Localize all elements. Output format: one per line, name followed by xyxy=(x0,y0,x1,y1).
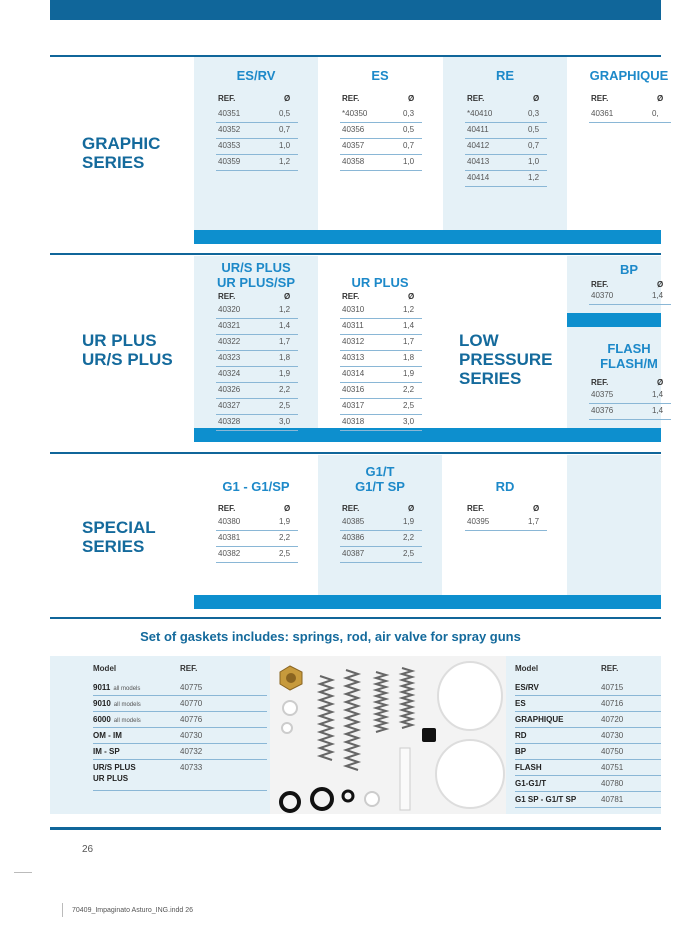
gasket-row xyxy=(93,696,267,712)
ref-header: REF. xyxy=(342,504,360,513)
ref-cell: 40361 xyxy=(591,109,614,118)
black-oring-icon xyxy=(343,791,353,801)
gasket-row xyxy=(515,792,661,808)
white-ring-icon xyxy=(282,723,292,733)
table-row xyxy=(340,515,422,531)
diameter-cell: 1,8 xyxy=(279,353,291,362)
table-row xyxy=(216,335,298,351)
gasket-row xyxy=(93,728,267,744)
gasket-parts-illustration xyxy=(270,656,506,814)
table-header xyxy=(589,376,671,388)
table-row xyxy=(340,303,422,319)
diameter-cell: 2,5 xyxy=(403,401,415,410)
model-cell: UR/S PLUS xyxy=(93,763,136,772)
model-suffix: all models xyxy=(113,686,141,692)
table-row xyxy=(465,139,547,155)
table-row xyxy=(340,367,422,383)
table-row xyxy=(465,107,547,123)
diameter-cell: 1,0 xyxy=(528,157,540,166)
diameter-cell: 2,2 xyxy=(403,533,415,542)
table-row xyxy=(216,367,298,383)
gasket-table-header xyxy=(93,661,267,676)
column-title-line: FLASH/M xyxy=(600,356,658,371)
file-slug: 70409_Impaginato Asturo_ING.indd 26 xyxy=(72,907,194,914)
ref-cell: 40316 xyxy=(342,385,365,394)
diameter-header: Ø xyxy=(408,504,415,513)
ref-cell: 40357 xyxy=(342,141,365,150)
band-bar xyxy=(567,313,661,327)
model-header: Model xyxy=(93,664,117,673)
model-cell: G1-G1/T xyxy=(515,779,547,788)
ref-cell: 40326 xyxy=(218,385,241,394)
table-row xyxy=(340,319,422,335)
black-oring-icon xyxy=(312,789,332,809)
diameter-header: Ø xyxy=(284,292,291,301)
series-title-line: LOW xyxy=(459,331,499,350)
model-cell: G1 SP - G1/T SP xyxy=(515,795,577,804)
diameter-cell: 0, xyxy=(652,109,659,118)
table-row xyxy=(216,139,298,155)
gasket-row xyxy=(515,760,661,776)
table-row xyxy=(465,515,547,531)
ref-header: REF. xyxy=(218,292,236,301)
table-row xyxy=(216,531,298,547)
diameter-header: Ø xyxy=(657,378,664,387)
model-cell: ES/RV xyxy=(515,683,539,692)
gasket-row xyxy=(515,696,661,712)
spring-icon xyxy=(402,668,412,728)
column-bg xyxy=(567,455,661,595)
table-header xyxy=(216,92,298,104)
diameter-cell: 0,5 xyxy=(528,125,540,134)
table-row xyxy=(216,547,298,563)
table-row xyxy=(465,171,547,187)
ref-cell: 40356 xyxy=(342,125,365,134)
diameter-header: Ø xyxy=(657,94,664,103)
ref-cell: 40324 xyxy=(218,369,241,378)
diameter-cell: 2,5 xyxy=(279,401,291,410)
ref-cell: 40730 xyxy=(180,731,203,740)
ref-cell: 40382 xyxy=(218,549,241,558)
diameter-cell: 1,4 xyxy=(652,406,664,415)
table-row xyxy=(340,547,422,563)
ref-cell: *40350 xyxy=(342,109,368,118)
ref-cell: 40413 xyxy=(467,157,490,166)
diameter-cell: 0,7 xyxy=(403,141,415,150)
gasket-row xyxy=(515,712,661,728)
ref-header: REF. xyxy=(467,504,485,513)
table-row xyxy=(340,415,422,431)
diameter-cell: 1,2 xyxy=(279,157,291,166)
model-cell: 9011 all models xyxy=(93,683,141,692)
ref-cell: *40410 xyxy=(467,109,493,118)
page-number: 26 xyxy=(82,844,94,855)
gasket-row xyxy=(515,776,661,792)
clear-disc-icon xyxy=(438,662,502,730)
ref-cell: 40381 xyxy=(218,533,241,542)
series-title-line: UR PLUS xyxy=(82,331,157,350)
series-title-line: SERIES xyxy=(82,153,145,172)
gasket-row xyxy=(515,680,661,696)
series-title-line: UR/S PLUS xyxy=(82,350,173,369)
clear-disc-icon xyxy=(436,740,504,808)
diameter-cell: 0,7 xyxy=(279,125,291,134)
ref-cell: 40320 xyxy=(218,305,241,314)
gasket-row xyxy=(93,680,267,696)
ref-cell: 40310 xyxy=(342,305,365,314)
table-row xyxy=(465,155,547,171)
column-title-line: UR PLUS/SP xyxy=(216,275,295,290)
table-row xyxy=(216,107,298,123)
ref-cell: 40770 xyxy=(180,699,203,708)
diameter-header: Ø xyxy=(284,504,291,513)
table-row xyxy=(589,404,671,420)
ref-cell: 40776 xyxy=(180,715,203,724)
table-header xyxy=(216,502,298,514)
ref-header: REF. xyxy=(218,94,236,103)
table-header xyxy=(340,502,422,514)
column-title xyxy=(567,341,691,371)
gasket-row xyxy=(515,728,661,744)
gasket-row xyxy=(93,712,267,728)
column-title-line: G1/T xyxy=(365,464,395,479)
table-row xyxy=(216,351,298,367)
column-title: UR PLUS xyxy=(351,275,409,290)
diameter-cell: 0,5 xyxy=(403,125,415,134)
diameter-cell: 2,2 xyxy=(279,533,291,542)
crop-mark xyxy=(62,903,63,917)
ref-header: REF. xyxy=(591,280,609,289)
model-cell: RD xyxy=(515,731,527,740)
spring-icon xyxy=(346,670,358,770)
ref-header: REF. xyxy=(591,378,609,387)
table-row xyxy=(216,303,298,319)
column-title-line: G1/T SP xyxy=(355,479,405,494)
ref-cell: 40313 xyxy=(342,353,365,362)
model-suffix: all models xyxy=(113,718,141,724)
brass-nut-hole xyxy=(286,673,296,683)
diameter-cell: 1,9 xyxy=(279,369,291,378)
table-row xyxy=(340,399,422,415)
ref-cell: 40380 xyxy=(218,517,241,526)
diameter-cell: 0,3 xyxy=(528,109,540,118)
ref-header: REF. xyxy=(342,292,360,301)
ref-cell: 40323 xyxy=(218,353,241,362)
table-row xyxy=(589,107,671,123)
section-divider xyxy=(50,827,661,830)
table-row xyxy=(340,107,422,123)
ref-cell: 40321 xyxy=(218,321,241,330)
ref-cell: 40385 xyxy=(342,517,365,526)
ref-cell: 40732 xyxy=(180,747,203,756)
table-header xyxy=(340,290,422,302)
table-row xyxy=(216,155,298,171)
diameter-cell: 2,2 xyxy=(279,385,291,394)
model-cell: BP xyxy=(515,747,527,756)
diameter-cell: 1,0 xyxy=(403,157,415,166)
model-cell: GRAPHIQUE xyxy=(515,715,564,724)
gasket-row xyxy=(93,744,267,760)
ref-cell: 40730 xyxy=(601,731,624,740)
table-header xyxy=(465,502,547,514)
ref-cell: 40328 xyxy=(218,417,241,426)
ref-header: REF. xyxy=(180,664,198,673)
model-cell: 9010 all models xyxy=(93,699,141,708)
column-title xyxy=(194,260,318,290)
diameter-cell: 1,9 xyxy=(279,517,291,526)
ref-cell: 40716 xyxy=(601,699,624,708)
ref-cell: 40353 xyxy=(218,141,241,150)
diameter-cell: 3,0 xyxy=(403,417,415,426)
diameter-header: Ø xyxy=(657,280,664,289)
ref-cell: 40322 xyxy=(218,337,241,346)
series-title-line: SPECIAL xyxy=(82,518,156,537)
diameter-cell: 1,4 xyxy=(403,321,415,330)
table-header xyxy=(216,290,298,302)
section-divider xyxy=(50,55,661,57)
column-title-line: FLASH xyxy=(607,341,651,356)
model-cell: UR PLUS xyxy=(93,774,129,783)
table-row xyxy=(589,388,671,404)
diameter-cell: 2,2 xyxy=(403,385,415,394)
diameter-cell: 1,2 xyxy=(403,305,415,314)
diameter-cell: 1,2 xyxy=(279,305,291,314)
diameter-cell: 1,4 xyxy=(279,321,291,330)
ref-cell: 40751 xyxy=(601,763,624,772)
gaskets-title: Set of gaskets includes: springs, rod, air valve for spray guns xyxy=(140,629,521,644)
diameter-cell: 1,4 xyxy=(652,291,664,300)
diameter-cell: 1,8 xyxy=(403,353,415,362)
ref-cell: 40395 xyxy=(467,517,490,526)
column-title xyxy=(318,464,442,494)
band-bar xyxy=(194,595,661,609)
top-bar xyxy=(50,0,661,20)
series-title xyxy=(82,331,173,369)
section-divider xyxy=(50,452,661,454)
model-header: Model xyxy=(515,664,539,673)
ref-cell: 40412 xyxy=(467,141,490,150)
column-title: RE xyxy=(495,68,515,83)
diameter-header: Ø xyxy=(284,94,291,103)
ref-cell: 40781 xyxy=(601,795,624,804)
ref-cell: 40376 xyxy=(591,406,614,415)
ref-cell: 40352 xyxy=(218,125,241,134)
table-header xyxy=(589,92,671,104)
model-cell: OM - IM xyxy=(93,731,122,740)
series-title xyxy=(82,134,160,172)
diameter-cell: 1,7 xyxy=(528,517,540,526)
ref-cell: 40780 xyxy=(601,779,624,788)
ref-cell: 40314 xyxy=(342,369,365,378)
diameter-cell: 0,7 xyxy=(528,141,540,150)
table-row xyxy=(340,351,422,367)
model-cell: FLASH xyxy=(515,763,542,772)
diameter-cell: 1,0 xyxy=(279,141,291,150)
diameter-cell: 1,7 xyxy=(403,337,415,346)
section-divider xyxy=(50,253,661,255)
ref-cell: 40720 xyxy=(601,715,624,724)
column-title: BP xyxy=(619,262,639,277)
ref-cell: 40775 xyxy=(180,683,203,692)
diameter-header: Ø xyxy=(533,94,540,103)
diameter-cell: 1,4 xyxy=(652,390,664,399)
diameter-cell: 1,7 xyxy=(279,337,291,346)
diameter-cell: 3,0 xyxy=(279,417,291,426)
diameter-header: Ø xyxy=(408,292,415,301)
table-row xyxy=(216,383,298,399)
ref-cell: 40750 xyxy=(601,747,624,756)
column-title-line: UR/S PLUS xyxy=(221,260,291,275)
model-cell: 6000 all models xyxy=(93,715,141,724)
table-header xyxy=(465,92,547,104)
diameter-cell: 1,2 xyxy=(528,173,540,182)
table-header xyxy=(340,92,422,104)
table-row xyxy=(340,123,422,139)
air-valve-icon xyxy=(422,728,436,742)
table-row xyxy=(216,515,298,531)
model-suffix: all models xyxy=(113,702,141,708)
gasket-table-header xyxy=(515,661,661,676)
ref-header: REF. xyxy=(467,94,485,103)
ref-cell: 40386 xyxy=(342,533,365,542)
low-pressure-title xyxy=(459,331,553,388)
ref-cell: 40327 xyxy=(218,401,241,410)
table-row xyxy=(216,319,298,335)
gasket-parts-photo xyxy=(270,656,506,814)
crop-mark xyxy=(14,872,32,873)
series-title-line: SERIES xyxy=(82,537,145,556)
spring-icon xyxy=(320,674,332,764)
ref-cell: 40387 xyxy=(342,549,365,558)
ref-cell: 40359 xyxy=(218,157,241,166)
ref-header: REF. xyxy=(218,504,236,513)
ref-cell: 40375 xyxy=(591,390,614,399)
section-divider xyxy=(50,617,661,619)
diameter-cell: 0,3 xyxy=(403,109,415,118)
model-cell: ES xyxy=(515,699,526,708)
gasket-row xyxy=(93,760,267,791)
ref-header: REF. xyxy=(342,94,360,103)
diameter-cell: 2,5 xyxy=(279,549,291,558)
ref-cell: 40733 xyxy=(180,763,203,772)
column-title: RD xyxy=(495,479,515,494)
table-row xyxy=(216,399,298,415)
ref-cell: 40370 xyxy=(591,291,614,300)
ref-cell: 40312 xyxy=(342,337,365,346)
series-title-line: GRAPHIC xyxy=(82,134,161,153)
table-row xyxy=(340,155,422,171)
ref-cell: 40715 xyxy=(601,683,624,692)
ref-cell: 40318 xyxy=(342,417,365,426)
ref-cell: 40358 xyxy=(342,157,365,166)
ref-cell: 40351 xyxy=(218,109,241,118)
spring-icon xyxy=(376,672,386,732)
ref-cell: 40317 xyxy=(342,401,365,410)
diameter-header: Ø xyxy=(533,504,540,513)
table-row xyxy=(216,123,298,139)
diameter-header: Ø xyxy=(408,94,415,103)
series-title-line: SERIES xyxy=(459,369,522,388)
table-row xyxy=(465,123,547,139)
series-title xyxy=(82,518,156,556)
white-ring-icon xyxy=(365,792,379,806)
diameter-cell: 0,5 xyxy=(279,109,291,118)
white-ring-icon xyxy=(283,701,297,715)
diameter-cell: 2,5 xyxy=(403,549,415,558)
column-title: GRAPHIQUE xyxy=(589,68,669,83)
gasket-row xyxy=(515,744,661,760)
model-cell: IM - SP xyxy=(93,747,120,756)
table-row xyxy=(340,335,422,351)
table-row xyxy=(340,139,422,155)
table-row xyxy=(340,383,422,399)
white-rod-icon xyxy=(400,748,410,810)
ref-cell: 40411 xyxy=(467,125,489,134)
ref-cell: 40414 xyxy=(467,173,490,182)
column-title: G1 - G1/SP xyxy=(222,479,290,494)
table-row xyxy=(216,415,298,431)
ref-cell: 40311 xyxy=(342,321,364,330)
diameter-cell: 1,9 xyxy=(403,369,415,378)
series-title-line: PRESSURE xyxy=(459,350,553,369)
band-bar xyxy=(194,230,661,244)
ref-header: REF. xyxy=(591,94,609,103)
column-title: ES xyxy=(371,68,389,83)
table-row xyxy=(340,531,422,547)
ref-header: REF. xyxy=(601,664,619,673)
diameter-cell: 1,9 xyxy=(403,517,415,526)
black-oring-icon xyxy=(281,793,299,811)
column-title: ES/RV xyxy=(236,68,276,83)
table-row xyxy=(589,289,671,305)
